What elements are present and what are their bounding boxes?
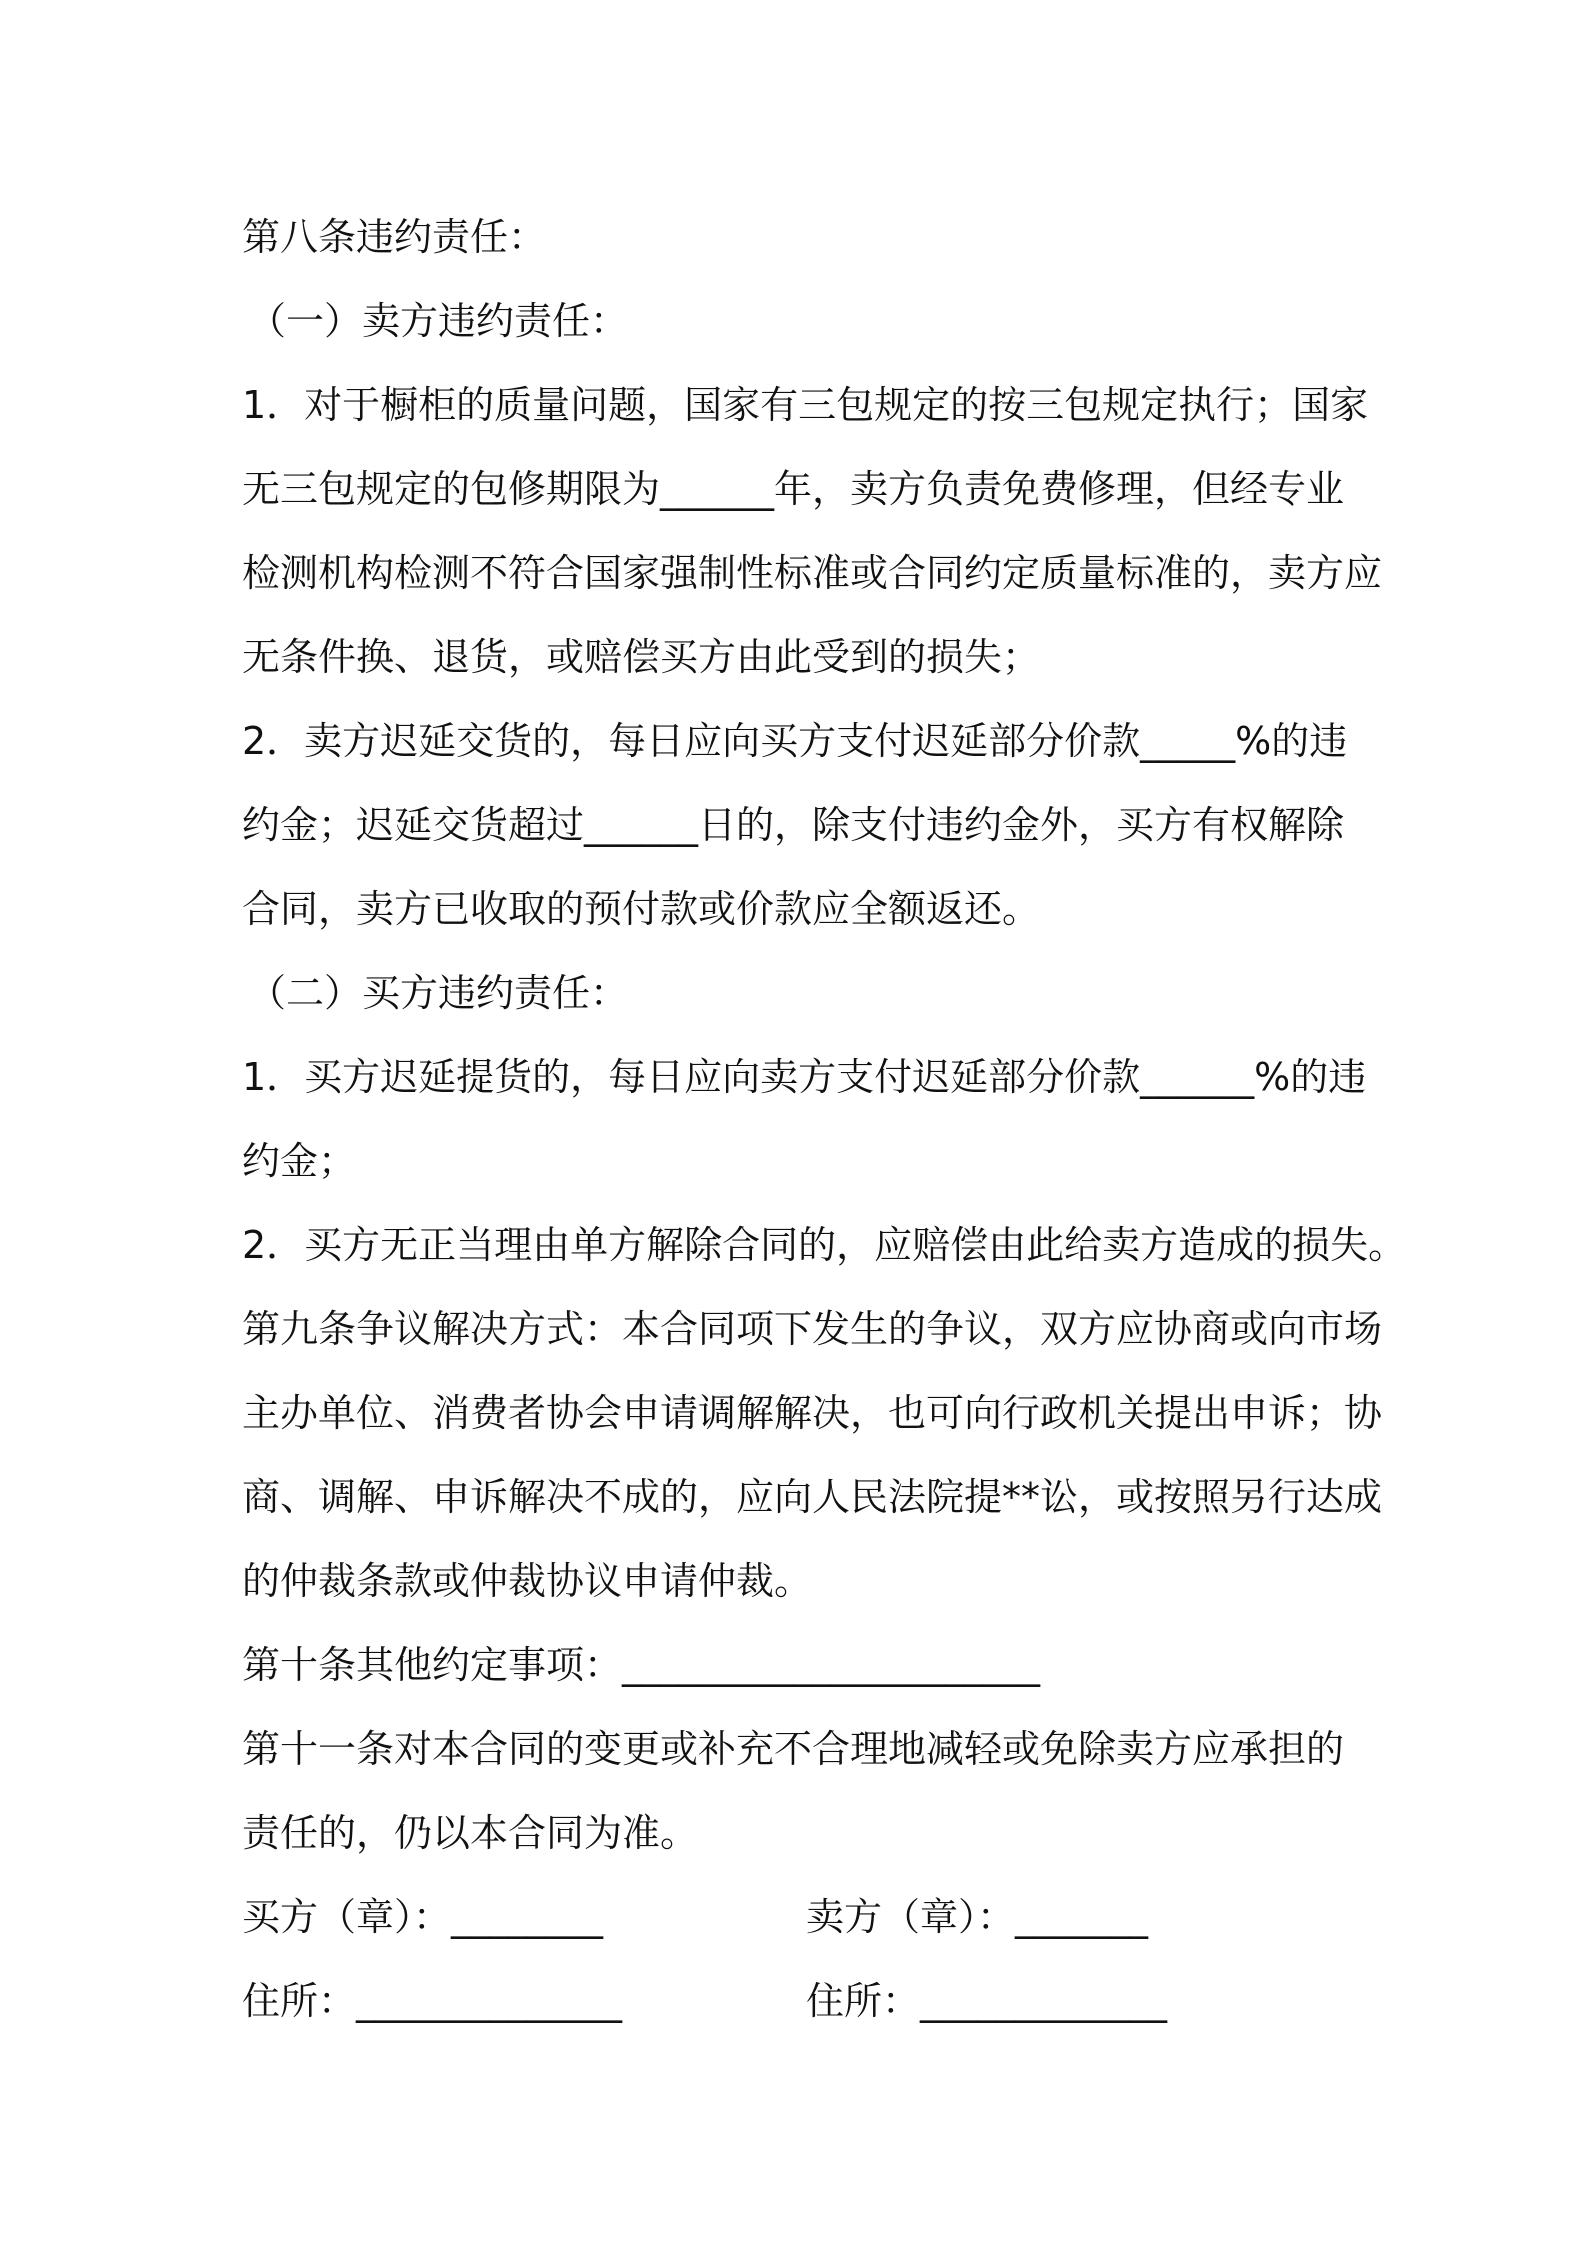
buyer-seal-field: 买方（章）：________ <box>242 1895 604 1939</box>
contract-text <box>242 195 1407 2043</box>
text-line: 1．对于橱柜的质量问题，国家有三包规定的按三包规定执行；国家 <box>242 383 1369 427</box>
seller-address-field: 住所：_____________ <box>806 1979 1168 2023</box>
text-line: 检测机构检测不符合国家强制性标准或合同约定质量标准的，卖方应 <box>242 551 1383 595</box>
text-line: 责任的，仍以本合同为准。 <box>242 1811 699 1855</box>
text-line: 的仲裁条款或仲裁协议申请仲裁。 <box>242 1559 813 1603</box>
seal-row <box>242 1875 1382 1959</box>
seller-liability-heading: （一）卖方违约责任： <box>248 299 629 343</box>
article-11-line: 第十一条对本合同的变更或补充不合理地减轻或免除卖方应承担的 <box>242 1727 1345 1771</box>
article-9-line: 第九条争议解决方式：本合同项下发生的争议，双方应协商或向市场 <box>242 1307 1383 1351</box>
buyer-liability-heading: （二）买方违约责任： <box>248 971 629 1015</box>
text-line: 无条件换、退货，或赔偿买方由此受到的损失； <box>242 635 1041 679</box>
article-8-title: 第八条违约责任： <box>242 215 547 259</box>
buyer-address-field: 住所：______________ <box>242 1979 623 2023</box>
text-line: 2．买方无正当理由单方解除合同的，应赔偿由此给卖方造成的损失。 <box>242 1223 1407 1267</box>
text-line: 合同，卖方已收取的预付款或价款应全额返还。 <box>242 887 1041 931</box>
address-row <box>242 1959 1382 2043</box>
seller-seal-field: 卖方（章）：_______ <box>806 1895 1149 1939</box>
text-line: 约金；迟延交货超过______日的，除支付违约金外，买方有权解除 <box>242 803 1345 847</box>
text-line: 商、调解、申诉解决不成的，应向人民法院提**讼，或按照另行达成 <box>242 1475 1383 1519</box>
text-line: 1．买方迟延提货的，每日应向卖方支付迟延部分价款______%的违 <box>242 1055 1367 1099</box>
text-line: 2．卖方迟延交货的，每日应向买方支付迟延部分价款_____%的违 <box>242 719 1348 763</box>
article-10-line: 第十条其他约定事项：______________________ <box>242 1643 1041 1687</box>
text-line: 约金； <box>242 1139 357 1183</box>
text-line: 无三包规定的包修期限为______年，卖方负责免费修理，但经专业 <box>242 467 1345 511</box>
text-line: 主办单位、消费者协会申请调解解决，也可向行政机关提出申诉；协 <box>242 1391 1383 1435</box>
